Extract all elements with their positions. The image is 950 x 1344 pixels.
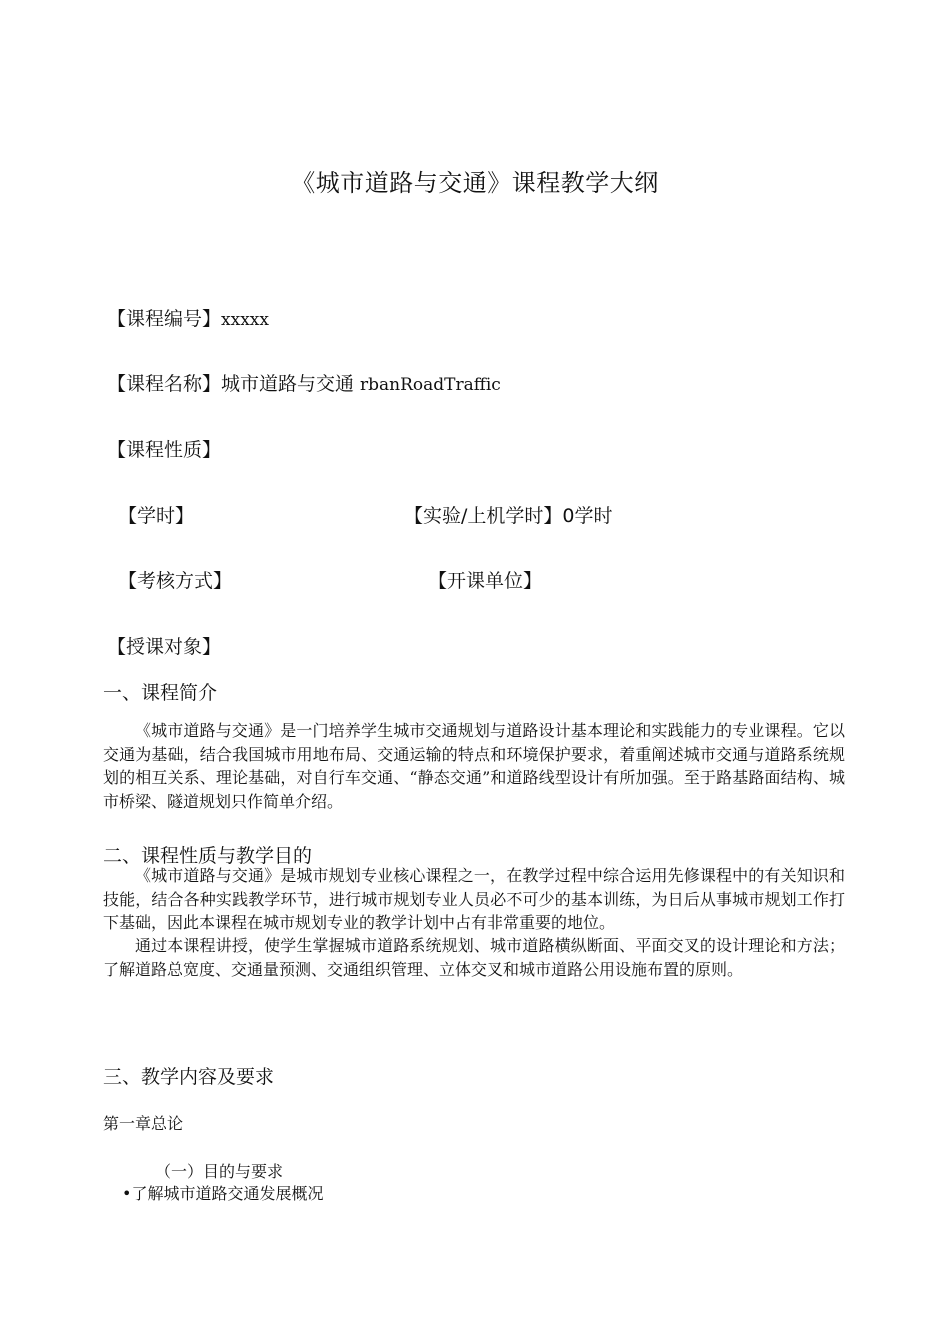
content-heading: 三、教学内容及要求 (103, 1066, 275, 1088)
lab-hours-value: 0学时 (562, 505, 613, 527)
hours-label: 【学时】 (118, 505, 195, 527)
lab-hours-label: 【实验/上机学时】 (404, 505, 563, 527)
course-nature-label: 【课程性质】 (107, 439, 222, 461)
chapter-1-title: 第一章总论 (103, 1114, 184, 1133)
audience-label: 【授课对象】 (107, 636, 222, 658)
course-code-label: 【课程编号】 (107, 308, 222, 330)
purpose-heading: 二、课程性质与教学目的 (103, 845, 313, 867)
course-name-label: 【课程名称】 (107, 373, 222, 395)
intro-paragraph: 《城市道路与交通》是一门培养学生城市交通规划与道路设计基本理论和实践能力的专业课程。它以交通为基础，结合我国城市用地布局、交通运输的特点和环境保护要求，着重阐述城市交通与道路系统规划的相互关系、理论基础，对自行车交通、“静态交通”和道路线型设计有所加强。至于路基路面结构、城市桥梁、隧道规划只作简单介绍。 (103, 721, 845, 811)
course-code-value: xxxxx (221, 310, 269, 330)
chapter-1-bullet: •了解城市道路交通发展概况 (122, 1184, 324, 1203)
purpose-paragraph-1: 《城市道路与交通》是城市规划专业核心课程之一，在教学过程中综合运用先修课程中的有关知识和技能，结合各种实践教学环节，进行城市规划专业人员必不可少的基本训练，为日后从事城市规划工作打下基础，因此本课程在城市规划专业的教学计划中占有非常重要的地位。 (103, 866, 845, 932)
course-name-value-en: rbanRoadTraffic (360, 375, 501, 395)
purpose-paragraph-2: 通过本课程讲授，使学生掌握城市道路系统规划、城市道路横纵断面、平面交叉的设计理论和方法；了解道路总宽度、交通量预测、交通组织管理、立体交叉和城市道路公用设施布置的原则。 (103, 936, 845, 979)
course-name-field (107, 369, 501, 396)
document-title: 《城市道路与交通》课程教学大纲 (291, 169, 659, 197)
intro-heading: 一、课程简介 (103, 682, 218, 704)
unit-label: 【开课单位】 (428, 570, 543, 592)
chapter-1-subsection: （一）目的与要求 (155, 1162, 284, 1181)
course-code-field (107, 304, 269, 331)
lab-hours-field (404, 501, 613, 528)
course-name-value-cn: 城市道路与交通 (221, 373, 355, 395)
assessment-label: 【考核方式】 (118, 570, 233, 592)
